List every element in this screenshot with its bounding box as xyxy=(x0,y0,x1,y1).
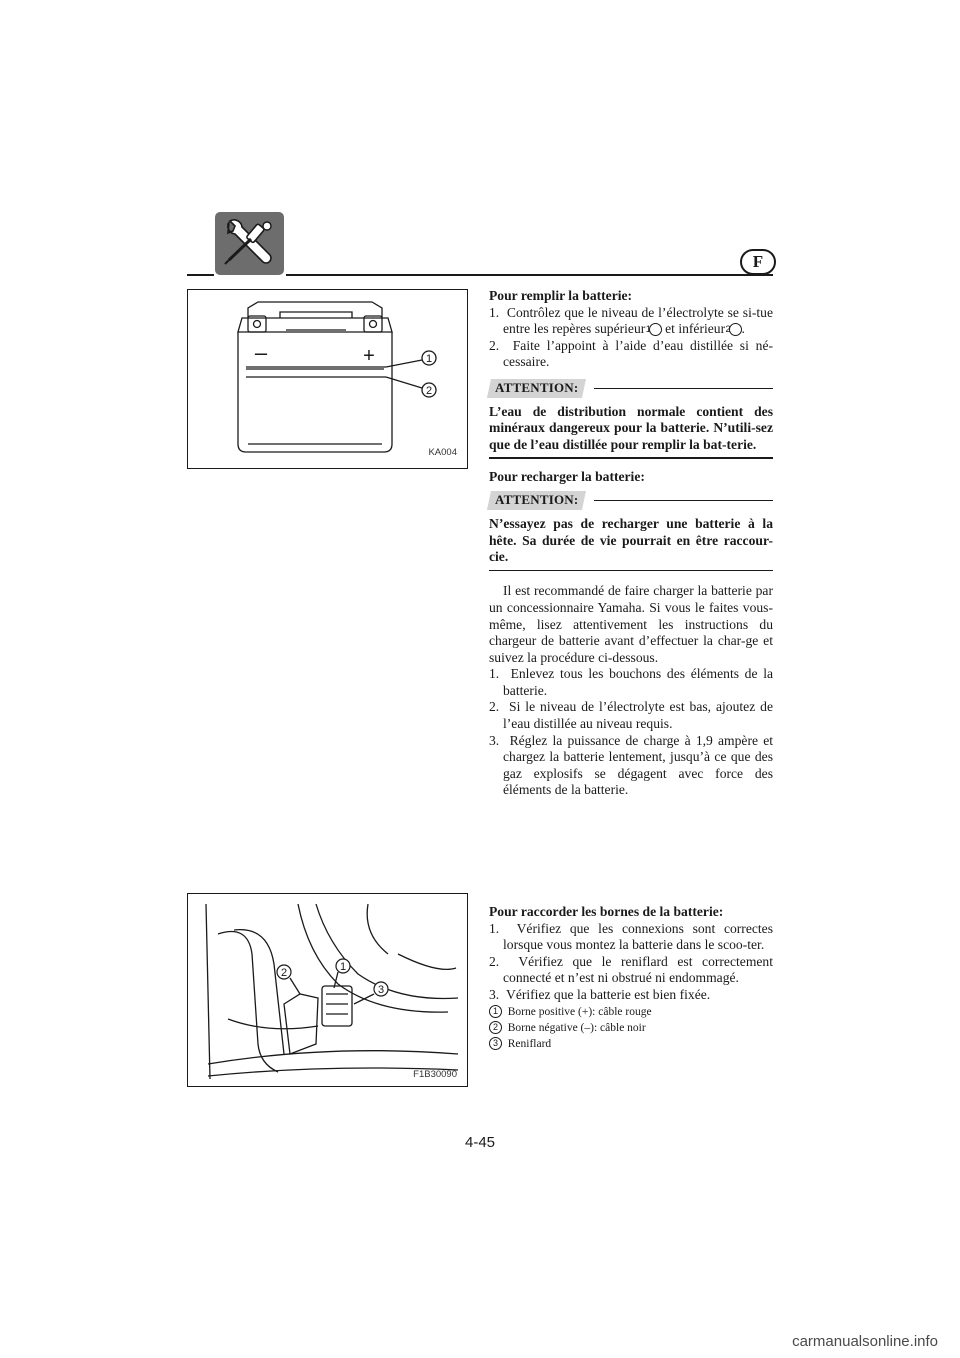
fill-heading: Pour remplir la batterie: xyxy=(489,288,633,303)
connect-step-2 xyxy=(489,954,773,987)
fill-step-1-mid: et inférieur xyxy=(665,321,726,337)
legend-marker-1: 1 xyxy=(489,1005,502,1018)
figure-legend xyxy=(489,1004,773,1052)
legend-text-3: Reniflard xyxy=(507,1037,552,1050)
recharge-paragraph: Il est recommandé de faire charger la batterie par un concessionnaire Yamaha. Si vous le faites vous-même, lisez attentivement les instructions du chargeur de batterie avant d’effectuer la char-ge et suivez la procédure ci-dessous. xyxy=(489,583,773,665)
fill-step-1 xyxy=(489,305,773,338)
recharge-step-1-text: Enlevez tous les bouchons des éléments de la batterie. xyxy=(503,666,774,698)
figure2-callout-2: 2 xyxy=(280,967,288,979)
terminal-figure xyxy=(187,893,468,1087)
recharge-heading: Pour recharger la batterie: xyxy=(489,468,645,484)
fill-step-2-text: Faite l’appoint à l’aide d’eau distillée si né-cessaire. xyxy=(503,337,774,370)
connect-step-2-text: Vérifiez que le reniflard est correctement connecté et n’est ni obstrué ni endommagé. xyxy=(503,953,773,986)
connect-step-3 xyxy=(489,987,773,1004)
figure2-callout-1: 1 xyxy=(339,961,347,973)
terminal-illustration xyxy=(188,894,466,1085)
connect-step-2-num: 2. xyxy=(489,953,500,969)
recharge-step-3-num: 3. xyxy=(489,732,500,748)
attention-text-2: N’essayez pas de recharger une batterie à la hête. Sa durée de vie pourrait en être raccour-cie. xyxy=(489,516,773,565)
language-badge: F xyxy=(740,249,776,275)
figure2-callout-3: 3 xyxy=(377,984,385,996)
attention-rule-2 xyxy=(594,500,773,502)
fill-step-1-post: . xyxy=(741,321,745,337)
recharge-step-2-num: 2. xyxy=(489,699,500,715)
legend-text-1: Borne positive (+): câble rouge xyxy=(507,1005,652,1018)
battery-illustration xyxy=(188,290,466,467)
marker-2: 2 xyxy=(729,323,742,336)
positive-sign: + xyxy=(363,345,375,367)
figure2-code: F1B30090 xyxy=(413,1069,457,1080)
attention-label-2: ATTENTION: xyxy=(487,491,586,510)
negative-sign: – xyxy=(254,340,268,365)
fill-step-2-num: 2. xyxy=(489,337,500,353)
figure1-code: KA004 xyxy=(428,447,457,458)
connect-instructions-column xyxy=(489,904,773,1052)
recharge-step-1 xyxy=(489,666,773,699)
marker-1: 1 xyxy=(649,323,662,336)
legend-item-2 xyxy=(489,1020,773,1036)
attention-block-1-header xyxy=(489,379,773,398)
recharge-step-2 xyxy=(489,699,773,732)
wrench-screwdriver-icon xyxy=(215,212,284,275)
legend-text-2: Borne négative (–): câble noir xyxy=(507,1021,646,1034)
battery-figure xyxy=(187,289,468,469)
attention-block-2-header xyxy=(489,491,773,510)
recharge-step-1-num: 1. xyxy=(489,666,500,682)
recharge-step-2-text: Si le niveau de l’électrolyte est bas, ajoutez de l’eau distillée au niveau requis. xyxy=(503,699,773,732)
recharge-step-3-text: Réglez la puissance de charge à 1,9 ampère et chargez la batterie lentement, jusqu’à ce que des gaz explosifs se dégagent avec force des éléments de la batterie. xyxy=(503,732,774,798)
attention-text-1: L’eau de distribution normale contient des minéraux dangereux pour la batterie. N’utili-sez que de l’eau distillée pour remplir la bat-terie. xyxy=(489,403,773,452)
connect-step-1-text: Vérifiez que les connexions sont correctes lorsque vous montez la batterie dans le scoo-ter. xyxy=(503,920,773,953)
fill-step-1-text: Contrôlez que le niveau de l’électrolyte se si-tue entre les repères supérieur xyxy=(503,304,774,337)
page-number: 4-45 xyxy=(464,1134,496,1151)
legend-marker-3: 3 xyxy=(489,1037,502,1050)
figure1-callout-2: 2 xyxy=(425,385,433,397)
maintenance-tools-badge xyxy=(215,212,284,275)
fill-step-2 xyxy=(489,338,773,371)
watermark: carmanualsonline.info xyxy=(792,1333,938,1350)
legend-item-1 xyxy=(489,1004,773,1020)
fill-step-1-num: 1. xyxy=(489,304,500,320)
attention-label-1: ATTENTION: xyxy=(487,379,586,398)
legend-item-3 xyxy=(489,1036,773,1052)
connect-step-1 xyxy=(489,921,773,954)
connect-heading: Pour raccorder les bornes de la batterie: xyxy=(489,904,724,919)
figure1-callout-1: 1 xyxy=(425,353,433,365)
recharge-step-3 xyxy=(489,733,773,799)
connect-step-1-num: 1. xyxy=(489,920,500,936)
connect-step-3-num: 3. xyxy=(489,986,500,1002)
legend-marker-2: 2 xyxy=(489,1021,502,1034)
attention-rule-1 xyxy=(594,388,773,390)
battery-instructions-column xyxy=(489,288,773,799)
connect-step-3-text: Vérifiez que la batterie est bien fixée. xyxy=(506,986,711,1002)
